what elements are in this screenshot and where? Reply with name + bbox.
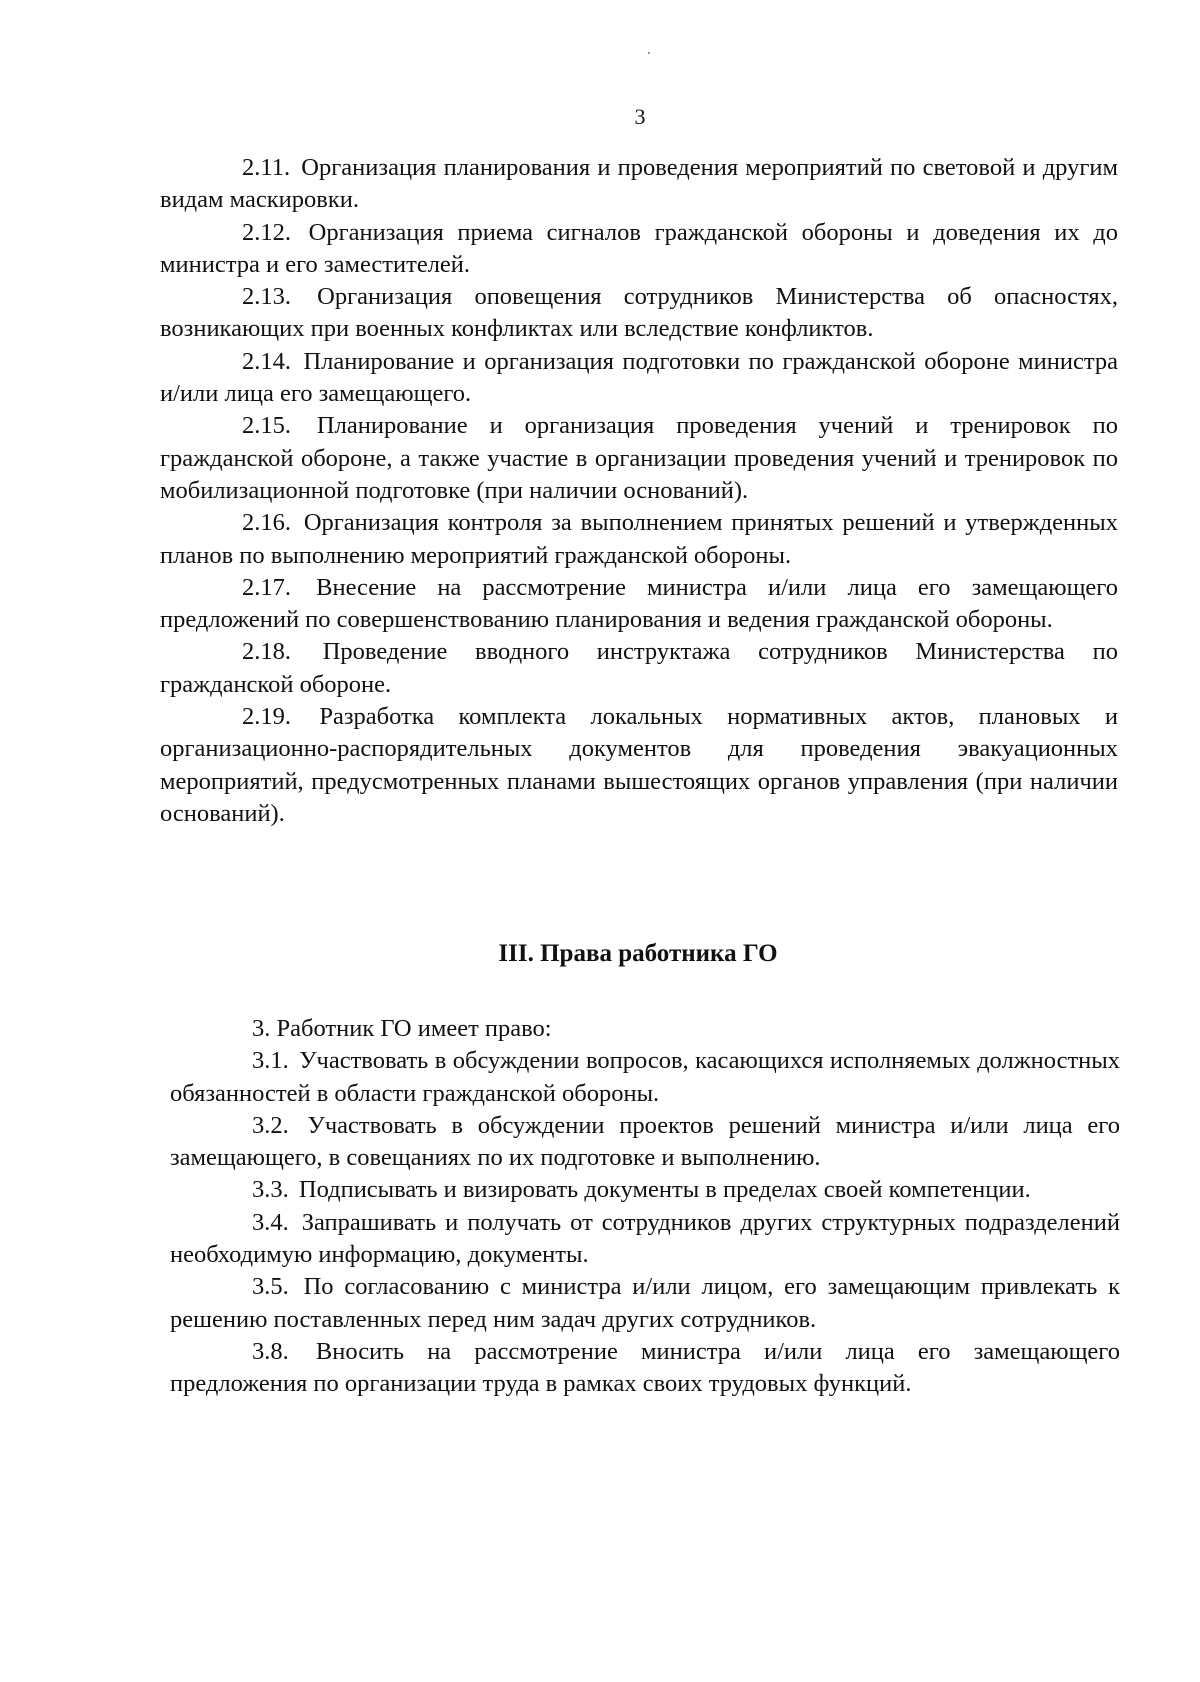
item-number: 3.4. [252, 1208, 289, 1236]
section-3-items [170, 1013, 1120, 1401]
item-text: Организация планирования и проведения мероприятий по световой и другим видам маскировки. [160, 154, 1118, 214]
item-text: Организация приема сигналов гражданской обороны и доведения их до министра и его заместителей. [160, 218, 1119, 278]
item-number: 2.19. [242, 703, 291, 731]
paragraph-2-17 [160, 572, 1118, 637]
item-text: Запрашивать и получать от сотрудников других структурных подразделений необходимую информацию, документы. [170, 1208, 1120, 1269]
item-text: Планирование и организация проведения учений и тренировок по гражданской обороне, а также участие в организации проведения учений и тренировок по мобилизационной подготовке (при наличии оснований). [160, 412, 1118, 504]
paragraph-2-13 [160, 281, 1118, 346]
section-2-items [160, 152, 1118, 830]
item-text: По согласованию с министра и/или лицом, его замещающим привлекать к решению поставленных перед ним задач других сотрудников. [170, 1273, 1121, 1333]
item-text: Планирование и организация подготовки по гражданской обороне министра и/или лица его замещающего. [160, 347, 1119, 408]
paragraph-2-19 [160, 701, 1118, 830]
paragraph-2-16 [160, 507, 1118, 572]
item-text: Участвовать в обсуждении проектов решений министра и/или лица его замещающего, в совещаниях по их подготовке и выполнению. [170, 1111, 1120, 1172]
section-3-heading: III. Права работника ГО [498, 940, 778, 967]
item-text: Проведение вводного инструктажа сотрудников Министерства по гражданской обороне. [160, 638, 1119, 698]
item-number: 3.8. [252, 1337, 289, 1365]
paragraph-3-8 [170, 1336, 1120, 1401]
paragraph-3-1 [170, 1045, 1120, 1110]
paragraph-2-15 [160, 410, 1118, 507]
item-number: 3.3. [252, 1176, 289, 1204]
item-text: Участвовать в обсуждении вопросов, касающихся исполняемых должностных обязанностей в области гражданской обороны. [170, 1047, 1120, 1107]
paragraph-3-4 [170, 1207, 1120, 1272]
item-number: 3.1. [252, 1047, 289, 1075]
item-number: 2.14. [242, 347, 291, 375]
item-number: 2.17. [242, 573, 291, 601]
item-text: Разработка комплекта локальных нормативных актов, плановых и организационно-распорядительных документов для проведения эвакуационных мероприятий, предусмотренных планами вышестоящих органов управления (при наличии оснований). [160, 703, 1118, 827]
item-number: 2.15. [242, 412, 291, 440]
paragraph-2-12 [160, 217, 1118, 282]
item-number: 2.16. [242, 509, 291, 537]
paragraph-3-5 [170, 1271, 1120, 1336]
item-text: Подписывать и визировать документы в пределах своей компетенции. [298, 1176, 1031, 1204]
item-text: Внесение на рассмотрение министра и/или лица его замещающего предложений по совершенствованию планирования и ведения гражданской обороны. [160, 573, 1118, 634]
scan-speck [648, 52, 650, 54]
paragraph-3-2 [170, 1110, 1120, 1175]
item-number: 2.11. [242, 154, 291, 181]
item-text: Организация контроля за выполнением принятых решений и утвержденных планов по выполнению мероприятий гражданской обороны. [160, 509, 1118, 569]
item-number: 2.18. [242, 638, 291, 666]
item-text: Организация оповещения сотрудников Министерства об опасностях, возникающих при военных конфликтах или вследствие конфликтов. [160, 283, 1119, 343]
item-number: 3.2. [252, 1111, 289, 1139]
paragraph-2-11 [160, 152, 1118, 217]
item-text: Вносить на рассмотрение министра и/или лица его замещающего предложения по организации труда в рамках своих трудовых функций. [170, 1337, 1120, 1398]
paragraph-2-14 [160, 346, 1118, 411]
page-number: 3 [634, 104, 646, 129]
item-number: 3.5. [252, 1273, 289, 1301]
item-number: 2.13. [242, 283, 291, 311]
paragraph-3-3 [170, 1174, 1120, 1206]
paragraph-2-18 [160, 636, 1118, 701]
section-3-intro: 3. Работник ГО имеет право: [252, 1015, 552, 1042]
item-number: 2.12. [242, 218, 291, 246]
